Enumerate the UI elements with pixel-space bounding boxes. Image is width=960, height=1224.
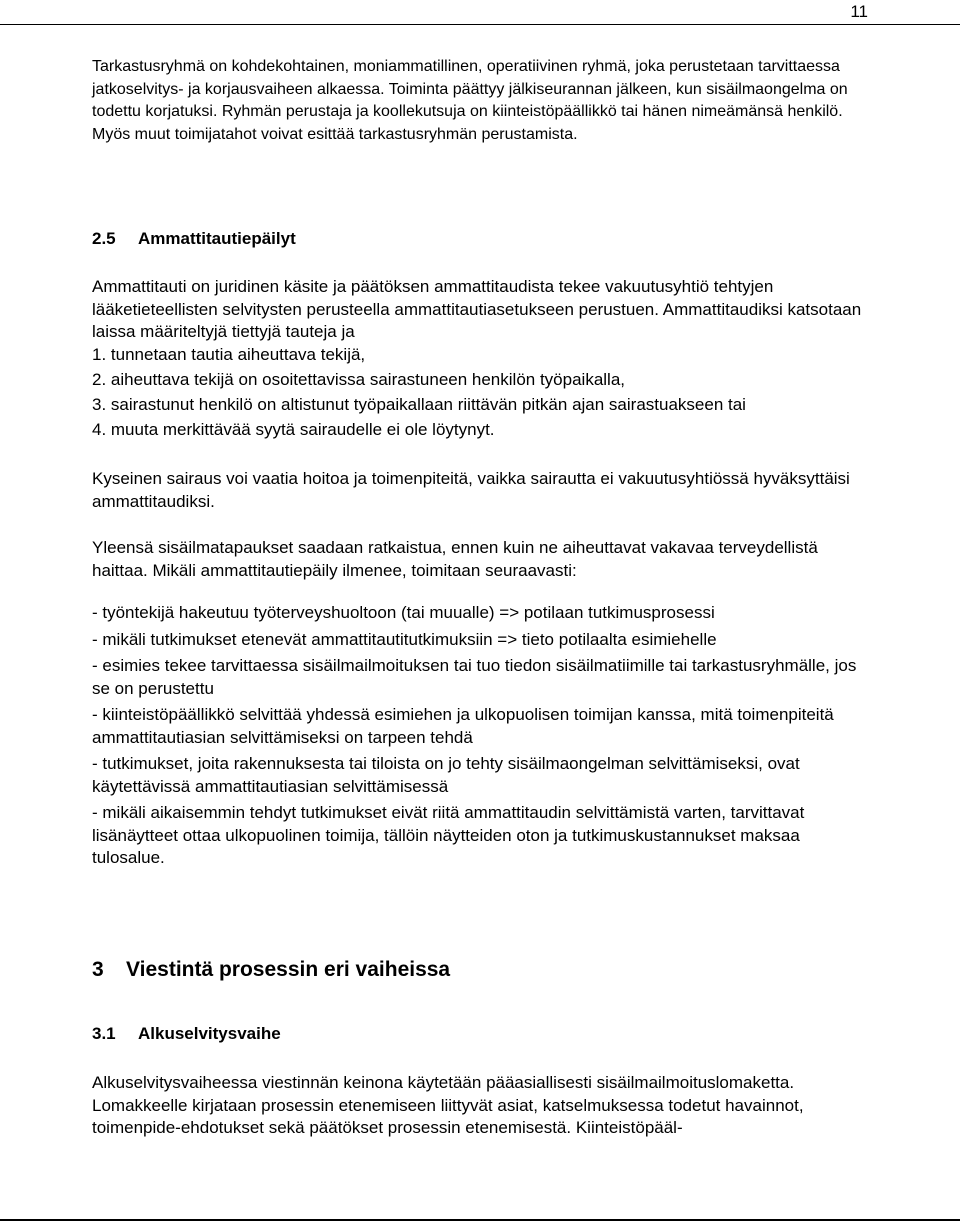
list-item: 3. sairastunut henkilö on altistunut työpaikallaan riittävän pitkän ajan sairastuakseen tai [92, 395, 746, 414]
page-number: 11 [850, 2, 868, 21]
section-3-1-number: 3.1 [92, 1024, 116, 1043]
section-3-1-title: Alkuselvitysvaihe [138, 1024, 281, 1043]
section-2-5-paragraph-3: Yleensä sisäilmatapaukset saadaan ratkaistua, ennen kuin ne aiheuttavat vakavaa terveydellistä haittaa. Mikäli ammattitautiepäily ilmenee, toimitaan seuraavasti: [92, 538, 818, 580]
list-item: 4. muuta merkittävää syytä sairaudelle ei ole löytynyt. [92, 420, 495, 439]
footer-rule [0, 1219, 960, 1221]
criteria-list [92, 344, 872, 444]
list-item: 2. aiheuttava tekijä on osoitettavissa sairastuneen henkilön työpaikalla, [92, 370, 626, 389]
section-2-5-paragraph-2: Kyseinen sairaus voi vaatia hoitoa ja toimenpiteitä, vaikka sairautta ei vakuutusyhtiössä hyväksyttäisi ammattitaudiksi. [92, 469, 850, 511]
section-3-1-paragraph: Alkuselvitysvaiheessa viestinnän keinona käytetään pääasiallisesti sisäilmailmoituslomaketta. Lomakkeelle kirjataan prosessin etenemiseen liittyvät asiat, katselmuksessa todetut havainnot, toimenpide-ehdotukset sekä päätökset prosessin etenemisestä. Kiinteistöpääl- [92, 1073, 804, 1137]
list-item: - työntekijä hakeutuu työterveyshuoltoon (tai muualle) => potilaan tutkimusprosessi [92, 603, 715, 622]
section-2-5-heading [92, 227, 872, 251]
steps-list [92, 602, 872, 874]
list-item: - mikäli aikaisemmin tehdyt tutkimukset eivät riitä ammattitaudin selvittämistä varten, tarvittavat lisänäytteet ottaa ulkopuolinen toimija, tällöin näytteiden oton ja tutkimuskustannukset maksaa tulosalue. [92, 803, 805, 867]
list-item: - kiinteistöpäällikkö selvittää yhdessä esimiehen ja ulkopuolisen toimijan kanssa, mitä toimenpiteitä ammattitautiasian selvittämiseksi on tarpeen tehdä [92, 705, 834, 747]
section-3-1-heading [92, 1022, 872, 1046]
list-item: - esimies tekee tarvittaessa sisäilmailmoituksen tai tuo tiedon sisäilmatiimille tai tarkastusryhmälle, jos se on perustettu [92, 656, 857, 698]
chapter-3-number: 3 [92, 958, 104, 981]
list-item: - tutkimukset, joita rakennuksesta tai tiloista on jo tehty sisäilmaongelman selvittämiseksi, ovat käytettävissä ammattitautiasian selvittämisessä [92, 754, 800, 796]
section-2-5-paragraph-1: Ammattitauti on juridinen käsite ja päätöksen ammattitaudista tekee vakuutusyhtiö tehtyjen lääketieteellisten selvitysten perusteella ammattitautiasetukseen perustuen. Ammattitaudiksi katsotaan laissa määriteltyjä tiettyjä tauteja ja [92, 277, 862, 341]
section-2-5-number: 2.5 [92, 229, 116, 248]
chapter-3-heading [92, 955, 872, 985]
intro-paragraph: Tarkastusryhmä on kohdekohtainen, moniammatillinen, operatiivinen ryhmä, joka perustetaan tarvittaessa jatkoselvitys- ja korjausvaiheen alkaessa. Toiminta päättyy jälkiseurannan jälkeen, kun sisäilmaongelma on todettu korjatuksi. Ryhmän perustaja ja koollekutsuja on kiinteistöpäällikkö tai hänen nimeämänsä henkilö. Myös muut toimijatahot voivat esittää tarkastusryhmän perustamista. [92, 58, 848, 143]
section-2-5-title: Ammattitautiepäilyt [138, 229, 296, 248]
header-rule [0, 24, 960, 25]
list-item: - mikäli tutkimukset etenevät ammattitautitutkimuksiin => tieto potilaalta esimiehelle [92, 629, 717, 649]
list-item: 1. tunnetaan tautia aiheuttava tekijä, [92, 345, 366, 364]
chapter-3-title: Viestintä prosessin eri vaiheissa [126, 958, 451, 981]
